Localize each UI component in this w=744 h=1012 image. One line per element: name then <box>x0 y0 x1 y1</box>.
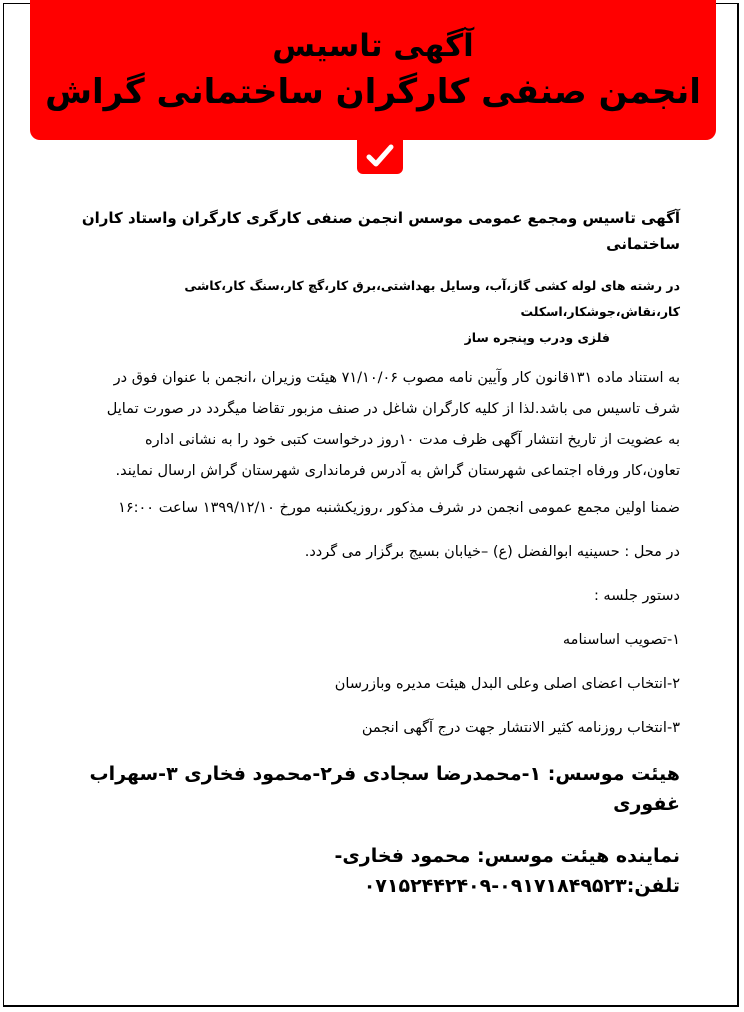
announcement-body <box>66 205 680 901</box>
checkmark-icon <box>366 144 394 168</box>
founders-line: هیئت موسس: ۱-محمدرضا سجادی فر۲-محمود فخاری ۳-سهراب غفوری <box>89 763 680 815</box>
announcement-heading: آگهی تاسیس ومجمع عمومی موسس انجمن صنفی کارگری کارگران واستاد کاران ساختمانی <box>81 209 680 253</box>
agenda-item: ۱-تصویب اساسنامه <box>562 632 680 648</box>
agenda-item: ۲-انتخاب اعضای اصلی وعلی البدل هیئت مدیره وبازرسان <box>334 676 680 692</box>
trades-line: فلزی ودرب وپنجره ساز <box>464 330 610 345</box>
agenda-item: ۳-انتخاب روزنامه کثیر الانتشار جهت درج آگهی انجمن <box>361 720 680 736</box>
body-line: به عضویت از تاریخ انتشار آگهی ظرف مدت ۱۰روز درخواست کتبی خود را به نشانی اداره <box>145 432 680 448</box>
trades-list <box>66 273 680 351</box>
body-line: به استناد ماده ۱۳۱قانون کار وآیین نامه مصوب ۷۱/۱۰/۰۶ هیئت وزیران ،انجمن با عنوان فوق در <box>113 370 680 386</box>
trades-line: در رشته های لوله کشی گاز،آب، وسایل بهداشتی،برق کار،گچ کار،سنگ کار،کاشی کار،نقاش،جوشکار،اسکلت <box>184 278 680 319</box>
body-line: تعاون،کار ورفاه اجتماعی شهرستان گراش به آدرس فرمانداری شهرستان گراش ارسال نمایند. <box>115 463 680 479</box>
banner-subtitle: انجمن صنفی کارگران ساختمانی گراش <box>45 72 701 112</box>
agenda-title: دستور جلسه : <box>593 588 680 604</box>
location-line: در محل : حسینیه ابوالفضل (ع) –خیابان بسیج برگزار می گردد. <box>304 544 680 560</box>
body-paragraph <box>66 363 680 487</box>
meeting-line: ضمنا اولین مجمع عمومی انجمن در شرف مذکور ،روزیکشنبه مورخ ۱۳۹۹/۱۲/۱۰ ساعت ۱۶:۰۰ <box>118 500 680 516</box>
representative-line: نماینده هیئت موسس: محمود فخاری- تلفن:۰۹۱۷۱۸۴۹۵۲۳-۰۷۱۵۲۴۴۲۴۰۹ <box>334 845 680 897</box>
title-banner <box>30 0 716 140</box>
body-line: شرف تاسیس می باشد.لذا از کلیه کارگران شاغل در صنف مزبور تقاضا میگردد در صورت تمایل <box>106 401 680 417</box>
check-badge <box>357 140 403 174</box>
banner-title: آگهی تاسیس <box>272 28 474 64</box>
